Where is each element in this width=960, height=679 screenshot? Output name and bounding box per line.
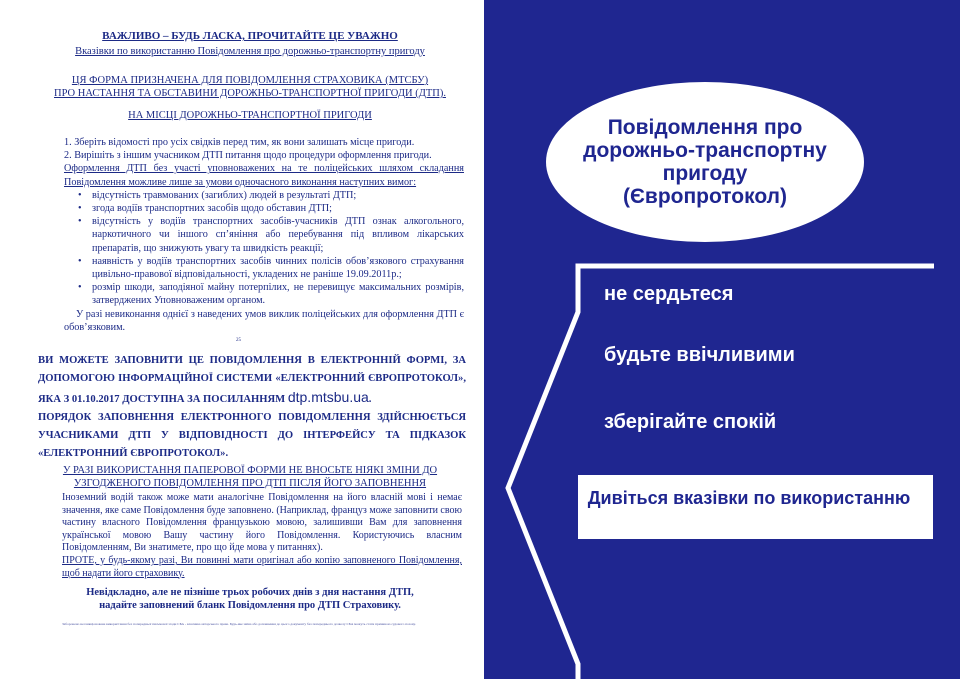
paper-line-2: УЗГОДЖЕНОГО ПОВІДОМЛЕННЯ ПРО ДТП ПІСЛЯ ЙОГО ЗАПОВНЕННЯ: [73, 477, 427, 489]
step-1: 1. Зберіть відомості про усіх свідків перед тим, як вони залишать місце пригоди.: [64, 137, 415, 148]
police-note: У разі невиконання однієї з наведених умов виклик поліцейських для оформлення ДТП є обов’язковим.: [64, 308, 464, 333]
condition-item: • відсутність у водіїв транспортних засобів-учасників ДТП ознак алкогольного, наркотичного чи іншого сп’яніння або перебування під впливом лікарських препаратів, що знижують увагу та швидкість реакції;: [76, 215, 464, 255]
deadline-line-2: надайте заповнений бланк Повідомлення про ДТП Страховику.: [99, 600, 401, 611]
foreign-text: Іноземний водій також може мати аналогічне Повідомлення на його власній мові і немає значення, яке саме Повідомлення буде заповнено. (Наприклад, француз може заповнити свою частину власного Повідомлення французькою мовою, залишивши Вам для заповнення української мовою Вашу частину його Повідомлення. Користуючись власним Повідомленням, Ви знатимете, про що йде мова у питаннях).: [62, 492, 462, 554]
electronic-procedure: ПОРЯДОК ЗАПОВНЕННЯ ЕЛЕКТРОННОГО ПОВІДОМЛЕННЯ ЗДІЙСНЮЄТЬСЯ УЧАСНИКАМИ ДТП У ВІДПОВІДНОСТІ ДО ІНТЕРФЕЙСУ ТА ПІДКАЗОК «ЕЛЕКТРОННИЙ ЄВРОПРОТОКОЛ».: [38, 412, 466, 459]
tiny-mark: 25: [236, 338, 241, 343]
condition-item: • відсутність травмованих (загиблих) людей в результаті ДТП;: [76, 189, 464, 202]
step-2: 2. Вирішіть з іншим учасником ДТП питання щодо процедури оформлення пригоди.: [64, 150, 432, 162]
copyright-footnote: Заборонено несанкціоноване використання без попередньої письмової згоди СБА - власника авторського права. Будь-яке зміна або доповнення до цього документу без попереднього дозволу СБА можуть стати причиною судового позову.: [62, 622, 416, 626]
electronic-form-notice: ВИ МОЖЕТЕ ЗАПОВНИТИ ЦЕ ПОВІДОМЛЕННЯ В ЕЛЕКТРОННІЙ ФОРМІ, ЗА ДОПОМОГОЮ ІНФОРМАЦІЙНОЇ СИСТЕМИ «ЕЛЕКТРОННИЙ ЄВРОПРОТОКОЛ», ЯКА З 01.10.2017 ДОСТУПНА ЗА ПОСИЛАННЯМ dtp.mtsbu.ua. ПОРЯДОК ЗАПОВНЕННЯ ЕЛЕКТРОННОГО ПОВІДОМЛЕННЯ ЗДІЙСНЮЄТЬСЯ УЧАСНИКАМИ ДТП У ВІДПОВІДНОСТІ ДО ІНТЕРФЕЙСУ ТА ПІДКАЗОК «ЕЛЕКТРОННИЙ ЄВРОПРОТОКОЛ».: [38, 355, 466, 459]
deadline-line-1: Невідкладно, але не пізніше трьох робочих днів з дня настання ДТП,: [86, 587, 414, 598]
condition-item: • згода водіїв транспортних засобів щодо обставин ДТП;: [76, 202, 464, 215]
paper-line-1: У РАЗІ ВИКОРИСТАННЯ ПАПЕРОВОЇ ФОРМИ НЕ ВНОСЬТЕ НІЯКІ ЗМІНИ ДО: [62, 465, 438, 476]
tip-keep-calm: зберігайте спокій: [604, 411, 777, 433]
condition-item: • розмір шкоди, заподіяної майну потерпілих, не перевищує максимальних розмірів, затверджених Уповноваженим органом.: [76, 281, 464, 307]
page-subheading: Вказівки по використанню Повідомлення про дорожньо-транспортну пригоду: [75, 46, 425, 57]
usage-instructions-link[interactable]: Дивіться вказівки по використанню: [587, 488, 911, 508]
condition-item: • наявність у водіїв транспортних засобів чинних полісів обов’язкового страхування цивільно-правової відповідальності, укладених не раніше 19.09.2011р.;: [76, 255, 464, 281]
electronic-text: ВИ МОЖЕТЕ ЗАПОВНИТИ ЦЕ ПОВІДОМЛЕННЯ В ЕЛЕКТРОННІЙ ФОРМІ, ЗА ДОПОМОГОЮ ІНФОРМАЦІЙНОЇ СИСТЕМИ «ЕЛЕКТРОННИЙ ЄВРОПРОТОКОЛ», ЯКА З 01.10.2017 ДОСТУПНА ЗА ПОСИЛАННЯМ: [38, 355, 466, 405]
original-note: ПРОТЕ, у будь-якому разі, Ви повинні мати оригінал або копію заповненого Повідомлення, щоб надати його страховику.: [62, 554, 462, 579]
purpose-line-1: ЦЯ ФОРМА ПРИЗНАЧЕНА ДЛЯ ПОВІДОМЛЕННЯ СТРАХОВИКА (МТСБУ): [71, 75, 429, 86]
purpose-line-2: ПРО НАСТАННЯ ТА ОБСТАВИНИ ДОРОЖНЬО-ТРАНСПОРТНОЇ ПРИГОДИ (ДТП).: [54, 88, 446, 99]
cover-title: Повідомлення про дорожньо-транспортну пригоду (Європротокол): [583, 116, 827, 208]
electronic-url-link[interactable]: dtp.mtsbu.ua: [287, 389, 369, 405]
tip-be-polite: будьте ввічливими: [604, 344, 795, 366]
place-heading: НА МІСЦІ ДОРОЖНЬО-ТРАНСПОРТНОЇ ПРИГОДИ: [128, 110, 372, 121]
condition-intro: Оформлення ДТП без участі уповноважених на те поліцейських шляхом складання Повідомлення можливе лише за умови одночасного виконання наступних вимог:: [64, 163, 464, 188]
page-heading: ВАЖЛИВО – БУДЬ ЛАСКА, ПРОЧИТАЙТЕ ЦЕ УВАЖНО: [102, 30, 398, 42]
tip-dont-be-angry: не сердьтеся: [604, 283, 734, 305]
